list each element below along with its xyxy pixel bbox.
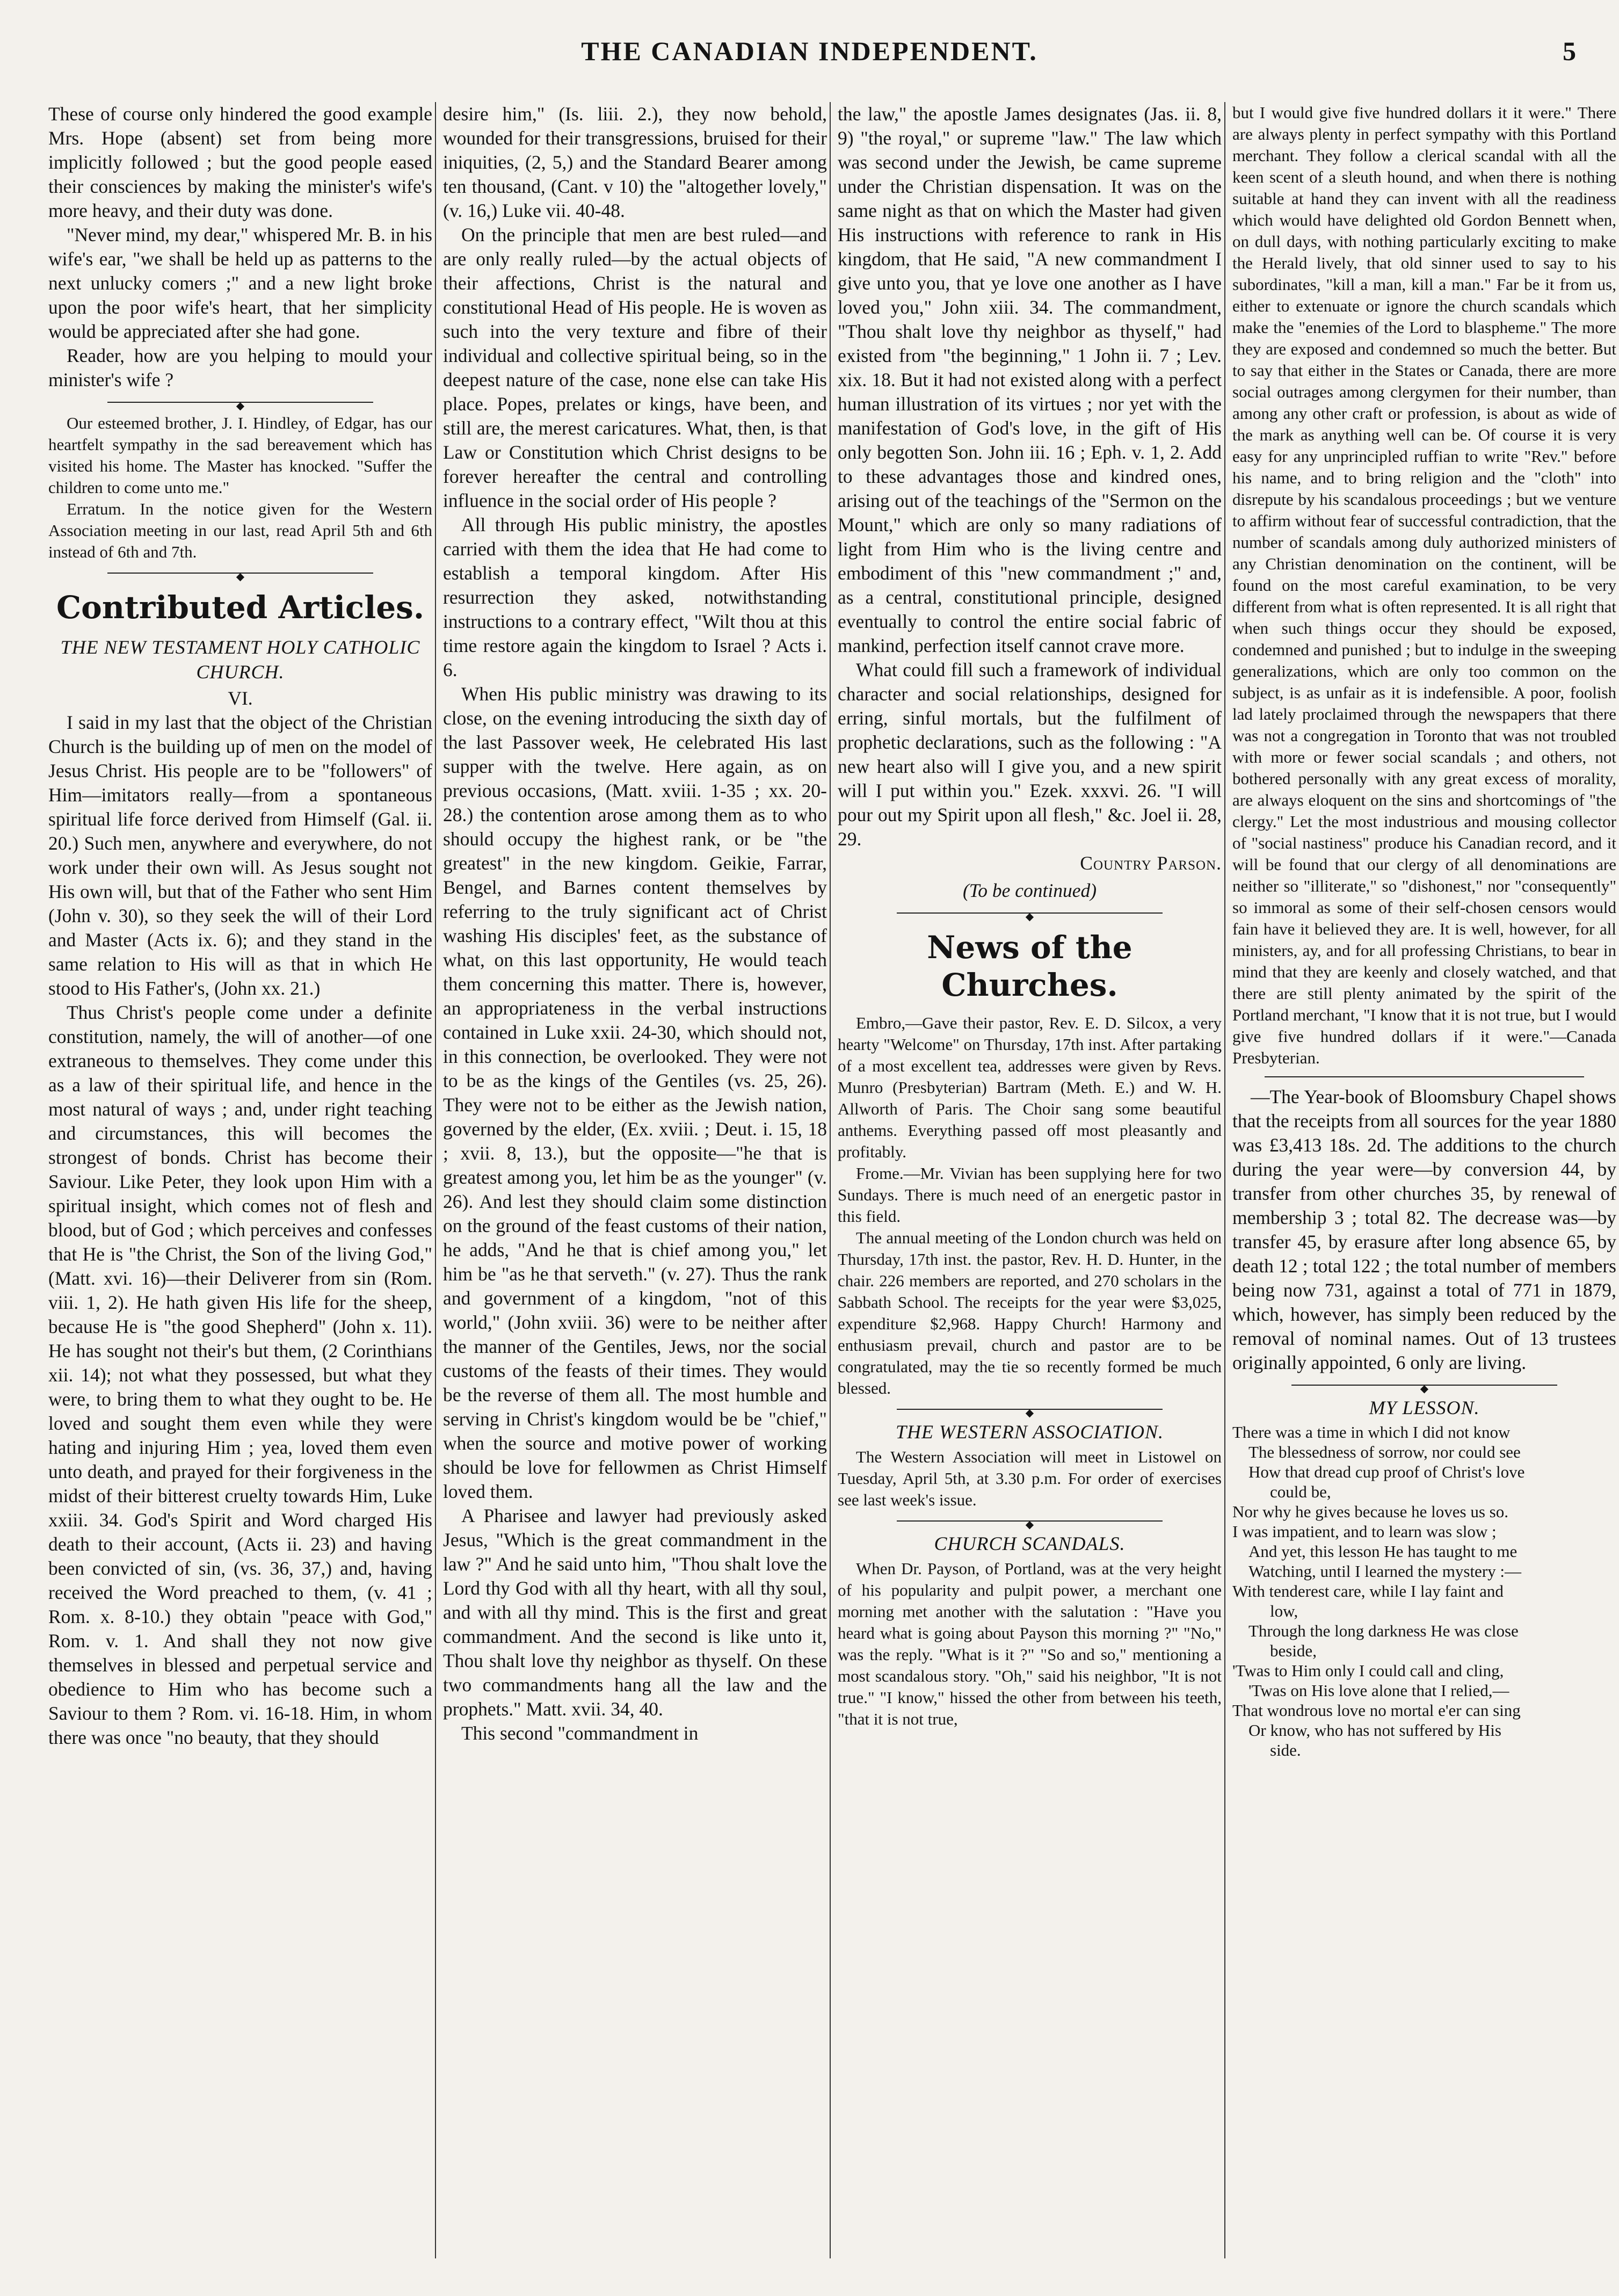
church-scandals-text: When Dr. Payson, of Portland, was at the very height of his popularity and pulpit power, a merchant one morning met another with the salutation : "Have you heard what is going about Payson this morning ?" "No," was the reply. "What is it ?" "So and so," mentioning a most scandalous story. "Oh," said his neighbor, "It is not true." "I know," hissed the other from between his teeth, "that it is not true, bbox=[838, 1559, 1222, 1728]
poem-line: That wondrous love no mortal e'er can sing bbox=[1232, 1701, 1521, 1720]
news-embro: Embro,—Gave their pastor, Rev. E. D. Silcox, a very hearty "Welcome" on Thursday, 17th inst. After partaking of a most excellent tea, addresses were given by Revs. Munro (Presbyterian) Bartram (Meth. E.) and W. H. Allworth of Paris. The Choir sang some beautiful anthems. Everything passed off most pleasantly and profitably. bbox=[838, 1013, 1222, 1161]
paragraph: Thus Christ's people come under a definite constitution, namely, the will of another—of one extraneous to themselves. They come under this as a law of their spiritual life, and hence in the most natural of ways ; and, under right teaching and circumstances, this will becomes the strongest of bonds. Christ has become their Saviour. Like Peter, they look upon Him with a spiritual insight, which comes not of flesh and blood, but of God ; which perceives and confesses that He is "the Christ, the Son of the living God," (Matt. xvi. 16)—their Deliverer from sin (Rom. viii. 1, 2). He hath given His life for the sheep, because He is "the good Shepherd" (John x. 11). He has sought not their's but them, (2 Corinthians xii. 14); not what they possessed, but what they were, to bring them to what they ought to be. He loved and sought them even while they were hating and injuring Him ; yea, loved them even unto death, and prayed for their forgiveness in the midst of their bitterest cruelty towards Him, Luke xxiii. 34. God's Spirit and Word charged His death to their account, (Acts ii. 23) and having been convicted of sin, (vs. 36, 37,) and, having received the Word preached to them, (v. 41 ; Rom. x. 8-10.) they obtain "peace with God," Rom. v. 1. And shall they not now give themselves in blessed and perpetual service and obedience to Him who has become such a Saviour to them ? Rom. vi. 16-18. Him, in whom there was once "no beauty, that they should bbox=[48, 1002, 432, 1748]
western-association-notice: The Western Association will meet in Listowel on Tuesday, April 5th, at 3.30 p.m. For order of exercises see last week's issue. bbox=[838, 1447, 1222, 1509]
poem-title: MY LESSON. bbox=[1369, 1397, 1480, 1418]
poem-line: 'Twas to Him only I could call and cling, bbox=[1232, 1661, 1504, 1680]
paragraph: A Pharisee and lawyer had previously asked Jesus, "Which is the great commandment in the law ?" And he said unto him, "Thou shalt love the Lord thy God with all thy heart, with all thy soul, and with all thy mind. This is the first and great commandment. And the second is like unto it, Thou shalt love thy neighbor as thyself. On these two commandments hang all the law and the prophets." Matt. xvii. 34, 40. bbox=[443, 1505, 827, 1720]
poem-line: Or know, who has not suffered by His bbox=[1248, 1721, 1501, 1740]
column-4 bbox=[1232, 102, 1616, 2264]
paragraph: "Never mind, my dear," whispered Mr. B. in his wife's ear, "we shall be held up as patterns to the next unlucky comers ;" and a new light broke upon the poor wife's heart, that her simplicity would be appreciated after she had gone. bbox=[48, 224, 432, 342]
paragraph: This second "commandment in bbox=[461, 1722, 699, 1744]
separator bbox=[897, 1515, 1163, 1527]
article-title: THE NEW TESTAMENT HOLY CATHOLIC CHURCH. bbox=[60, 636, 420, 683]
separator bbox=[107, 396, 373, 408]
western-association-title: THE WESTERN ASSOCIATION. bbox=[895, 1421, 1164, 1443]
column-3 bbox=[838, 102, 1222, 2264]
section-heading-news-of-the-churches: News of the Churches. bbox=[927, 929, 1132, 1003]
notice-hindley: Our esteemed brother, J. I. Hindley, of Edgar, has our heartfelt sympathy in the sad bereavement which has visited his home. The Master has knocked. "Suffer the children to come unto me." bbox=[48, 414, 432, 497]
news-frome: Frome.—Mr. Vivian has been supplying here for two Sundays. There is much need of an energetic pastor in this field. bbox=[838, 1164, 1222, 1226]
bloomsbury-yearbook: —The Year-book of Bloomsbury Chapel shows that the receipts from all sources for the year 1880 was £3,413 18s. 2d. The additions to the church during the year were—by conversion 44, by transfer from other churches 35, by renewal of membership 3 ; total 82. The decrease was—by transfer 45, by erasure after long absence 65, by death 12 ; total 122 ; the total number of members being now 731, against a total of 771 in 1879, which, however, has simply been reduced by the removal of nominal names. Out of 13 trustees originally appointed, 6 only are living. bbox=[1232, 1086, 1616, 1373]
separator bbox=[897, 1403, 1163, 1415]
poem-line: beside, bbox=[1270, 1641, 1317, 1660]
poem-line: And yet, this lesson He has taught to me bbox=[1248, 1542, 1518, 1561]
separator bbox=[1265, 1076, 1584, 1077]
paragraph: Reader, how are you helping to mould your minister's wife ? bbox=[48, 345, 432, 390]
paragraph: I said in my last that the object of the Christian Church is the building up of men on the model of Jesus Christ. His people are to be "followers" of Him—imitators really—from a spontaneous spiritual life force derived from Himself (Gal. ii. 20.) Such men, anywhere and everywhere, do not work under their own will. As Jesus sought not His own will, but that of the Father who sent Him (John v. 30), so they seek the will of their Lord and Master (Acts ix. 6); and they stand in the same relation to His will as that in which He stood to His Father's, (John xx. 21.) bbox=[48, 712, 432, 999]
column-rule bbox=[1224, 102, 1225, 2258]
notice-erratum: Erratum. In the notice given for the Western Association meeting in our last, read April 5th and 6th instead of 6th and 7th. bbox=[48, 499, 432, 561]
paragraph: desire him," (Is. liii. 2.), they now behold, wounded for their transgressions, bruised for their iniquities, (2, 5,) and the Standard Bearer among ten thousand, (Cant. v 10) the "altogether lovely," (v. 16,) Luke vii. 40-48. bbox=[443, 103, 827, 221]
church-scandals-continued: but I would give five hundred dollars it it were." There are always plenty in perfect sympathy with this Portland merchant. They follow a clerical scandal with all the keen scent of a sleuth hound, and when there is nothing suitable at hand they can invent with all the readiness which would have delighted old Gordon Bennett when, on dull days, with nothing particularly exciting to make the Herald lively, that old sinner used to say to his subordinates, "kill a man, kill a man." Far be it from us, either to extenuate or ignore the church scandals which make the "enemies of the Lord to blaspheme." The more they are exposed and condemned so much the better. But to say that either in the States or Canada, there are more social outrages among clergymen for their number, than among any other craft or profession, is about as wide of the mark as anything well can be. Of course it is very easy for any unprincipled ruffian to write "Rev." before his name, and to bring religion and the "cloth" into disrepute by his scandalous proceedings ; but we venture to affirm without fear of successful contradiction, that the number of scandals among duly authorized ministers of any Christian denomination on the continent, will be found on the most careful examination, to be very different from what is often represented. It is all right that when such things occur they should be exposed, condemned and punished ; but to indulge in the sweeping generalizations, which are only too common on the subject, is as unfair as it is indefensible. A poor, foolish lad lately proclaimed through the newspapers that there was not a congregation in Toronto that was not troubled with more or fewer social scandals ; and others, not bothered personally with any great excess of morality, are always eloquent on the sins and shortcomings of "the clergy." Let the most industrious and mousing collector of "social nastiness" produce his Canadian record, and it will be found that our clergy of all denominations are neither so "illiterate," so "dishonest," nor "consequently" so immoral as some of their self-chosen censors would fain have it believed they are. It is well, however, for all ministers, ay, and for all professing Christians, to bear in mind that they are keenly and closely watched, and that there are still plenty animated by the spirit of the Portland merchant, "I know that it is not true, but I would give five hundred dollars if it were."—Canada Presbyterian. bbox=[1232, 103, 1616, 1067]
signature: Country Parson. bbox=[1080, 852, 1222, 874]
paragraph: On the principle that men are best ruled—and are only really ruled—by the actual objects of their affections, Christ is the natural and constitutional Head of His people. He is woven as such into the very texture and fibre of their individual and collective spiritual being, so in the deepest nature of the case, none else can take His place. Popes, prelates or kings, have been, and still are, the merest caricatures. What, then, is that Law or Constitution which Christ designs to be forever hereafter the central and controlling influence in the social order of His people ? bbox=[443, 224, 827, 511]
paragraph: These of course only hindered the good example Mrs. Hope (absent) set from being more implicitly followed ; but the good people eased their consciences by making the minister's wife's more heavy, and their duty was done. bbox=[48, 103, 432, 221]
section-heading-contributed-articles: Contributed Articles. bbox=[56, 589, 425, 626]
continued-note: (To be continued) bbox=[962, 880, 1097, 901]
paragraph: When His public ministry was drawing to its close, on the evening introducing the sixth day of the last Passover week, He celebrated His last supper with the twelve. Here again, as on previous occasions, (Matt. xviii. 1-35 ; xx. 20-28.) the contention arose among them as to who should occupy the highest rank, or be "the greatest" in the new kingdom. Geikie, Farrar, Bengel, and Barnes content themselves by referring to the truly significant act of Christ washing His disciples' feet, as the substance of what, on this last opportunity, He would teach them concerning this matter. There is, however, an appropriateness in the verbal instructions contained in Luke xxii. 24-30, which should not, in this connection, be overlooked. They were not to be as the kings of the Gentiles (vs. 25, 26). They were not to be either as the Jewish nation, governed by the elder, (Ex. xviii. ; Deut. i. 15, 18 ; xvii. 8, 13.), but the opposite—"he that is greatest among you, let him be as the younger" (v. 26). And lest they should claim some distinction on the ground of the feast customs of their nation, he adds, "And he that is chief among you," let him be "as he that serveth." (v. 27). Thus the rank and government of a kingdom, "not of this world," (John xviii. 36) were to be neither after the manner of the Gentiles, Jews, nor the social customs of the feasts of their times. They would be the reverse of them all. The most humble and serving in Christ's kingdom would be be "chief," when the source and motive power of working should be love for fellowmen as Christ Himself loved them. bbox=[443, 683, 827, 1502]
poem-line: could be, bbox=[1270, 1482, 1331, 1501]
church-scandals-title: CHURCH SCANDALS. bbox=[934, 1533, 1126, 1554]
poem-line: I was impatient, and to learn was slow ; bbox=[1232, 1522, 1497, 1541]
article-number: VI. bbox=[228, 687, 253, 709]
separator bbox=[1291, 1379, 1557, 1391]
poem-line: The blessedness of sorrow, nor could see bbox=[1248, 1443, 1521, 1461]
poem-line: There was a time in which I did not know bbox=[1232, 1423, 1511, 1442]
poem-line: side. bbox=[1270, 1741, 1301, 1759]
column-rule bbox=[830, 102, 831, 2258]
column-2 bbox=[443, 102, 827, 2264]
paragraph: the law," the apostle James designates (Jas. ii. 8, 9) "the royal," or supreme "law." The law which was second under the Jewish, be came supreme under the Christian dispensation. It was on the same night as that on which the Master had given His instructions with reference to rank in His kingdom, that He said, "A new commandment I give unto you, that ye love one another as I have loved you," John xiii. 34. The commandment, "Thou shalt love thy neighbor as thyself," had existed from "the beginning," 1 John ii. 7 ; Lev. xix. 18. But it had not existed along with a perfect human illustration of its virtues ; nor yet with the manifestation of God's love, in the gift of His only begotten Son. John iii. 16 ; Eph. v. 1, 2. Add to these advantages those and kindred ones, arising out of the teachings of the "Sermon on the Mount," which are only so many radiations of light from Him who is the living centre and embodiment of this "new commandment ;" and, as a central, constitutional principle, designed eventually to control the entire social fabric of mankind, perfection itself cannot crave more. bbox=[838, 103, 1222, 656]
separator bbox=[897, 907, 1163, 919]
paragraph: What could fill such a framework of individual character and social relationships, designed for erring, sinful mortals, but the fulfilment of prophetic declarations, such as the following : "A new heart also will I give you, and a new spirit will I put within you." Ezek. xxxvi. 26. "I will pour out my Spirit upon all flesh," &c. Joel ii. 28, 29. bbox=[838, 659, 1222, 850]
running-title: THE CANADIAN INDEPENDENT. bbox=[581, 36, 1038, 66]
paragraph: All through His public ministry, the apostles carried with them the idea that He had come to establish a temporal kingdom. After His resurrection they asked, notwithstanding instructions to a contrary effect, "Wilt thou at this time restore again the kingdom to Israel ? Acts i. 6. bbox=[443, 514, 827, 680]
poem-line: low, bbox=[1270, 1602, 1298, 1620]
poem-line: With tenderest care, while I lay faint and bbox=[1232, 1582, 1504, 1600]
poem-line: How that dread cup proof of Christ's love bbox=[1248, 1462, 1525, 1481]
column-rule bbox=[435, 102, 436, 2258]
column-1 bbox=[48, 102, 432, 2264]
poem-line: Nor why he gives because he loves us so. bbox=[1232, 1502, 1508, 1521]
separator bbox=[107, 567, 373, 579]
news-london: The annual meeting of the London church was held on Thursday, 17th inst. the pastor, Rev. H. D. Hunter, in the chair. 226 members are reported, and 270 scholars in the Sabbath School. The receipts for the year were $3,025, expenditure $2,968. Happy Church! Harmony and enthusiasm prevail, church and pastor are to be congratulated, may the tie so recently formed be much blessed. bbox=[838, 1228, 1222, 1397]
poem-line: 'Twas on His love alone that I relied,— bbox=[1248, 1681, 1509, 1700]
poem bbox=[1232, 1422, 1616, 1760]
poem-line: Watching, until I learned the mystery :— bbox=[1248, 1562, 1522, 1581]
poem-line: Through the long darkness He was close bbox=[1248, 1621, 1519, 1640]
page-number: 5 bbox=[1563, 36, 1576, 66]
page-header bbox=[43, 32, 1576, 75]
